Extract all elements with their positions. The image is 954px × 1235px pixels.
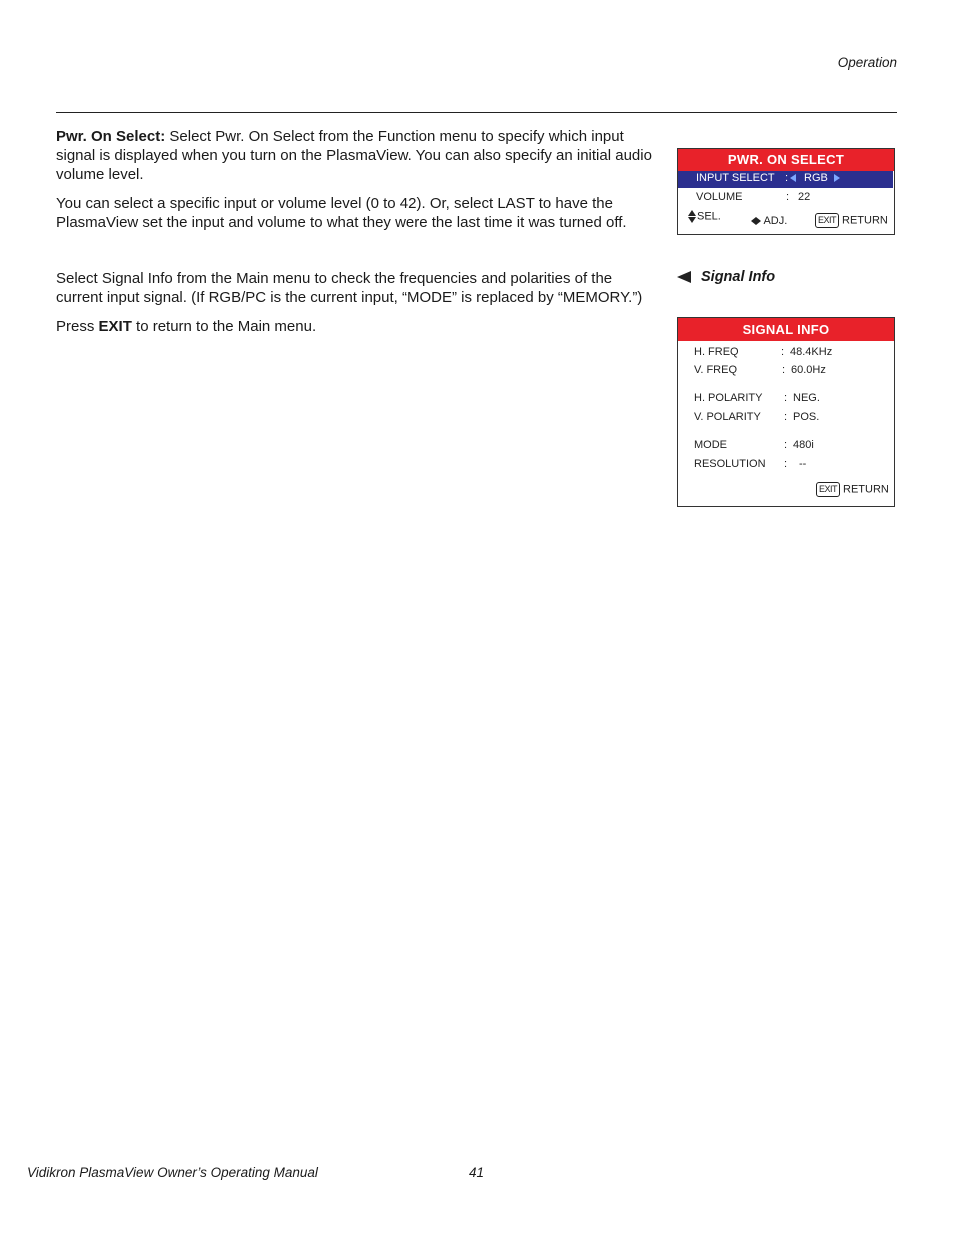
resolution-sep: : xyxy=(784,458,788,470)
h-freq-value: 48.4KHz xyxy=(790,346,833,358)
volume-sep: : xyxy=(786,191,790,203)
exit-key-text: EXIT xyxy=(98,318,132,335)
right-arrow-icon xyxy=(834,172,840,184)
input-select-sep: : xyxy=(785,172,789,184)
mode-sep: : xyxy=(784,439,788,451)
right-arrow-small-icon xyxy=(756,217,761,225)
sel-hint xyxy=(688,210,721,223)
pwr-on-select-text: Select Pwr. On Select from the Function menu to specify which input signal is displayed when you turn on the PlasmaView. You can also specify an initial audio volume level. xyxy=(56,128,652,183)
signal-info-paragraph: Select Signal Info from the Main menu to check the frequencies and polarities of the current input signal. (If RGB/PC is the current input, “MODE” is replaced by “MEMORY.”) xyxy=(56,270,643,306)
footer-page-number: 41 xyxy=(469,1165,485,1180)
h-polarity-sep: : xyxy=(784,392,788,404)
exit-instruction-post: to return to the Main menu. xyxy=(131,318,317,335)
exit-instruction-pre: Press xyxy=(56,318,99,335)
volume-label: VOLUME xyxy=(696,191,743,203)
volume-paragraph: You can select a specific input or volume level (0 to 42). Or, select LAST to have the PlasmaView set the input and volume to what they were the last time it was turned off. xyxy=(56,195,627,231)
exit-key-icon: EXIT xyxy=(816,482,840,497)
exit-key-icon: EXIT xyxy=(815,213,839,228)
resolution-label: RESOLUTION xyxy=(694,458,766,470)
resolution-value: -- xyxy=(799,458,807,470)
mode-label: MODE xyxy=(694,439,727,451)
signal-info-side-heading xyxy=(677,269,775,285)
adj-hint xyxy=(751,215,787,227)
side-heading-label: Signal Info xyxy=(701,269,776,285)
pointer-arrow-icon xyxy=(677,271,691,283)
left-arrow-icon xyxy=(790,172,796,184)
footer-manual-title: Vidikron PlasmaView Owner’s Operating Manual xyxy=(27,1165,318,1180)
return-hint xyxy=(816,482,889,497)
pwr-menu-title: PWR. ON SELECT xyxy=(678,149,894,171)
h-freq-label: H. FREQ xyxy=(694,346,739,358)
up-down-arrow-icon xyxy=(688,210,696,223)
signal-menu-title: SIGNAL INFO xyxy=(678,318,894,341)
return-label: RETURN xyxy=(842,214,888,227)
adj-label: ADJ. xyxy=(763,215,788,227)
v-freq-value: 60.0Hz xyxy=(791,364,826,376)
pwr-on-select-paragraph xyxy=(56,127,656,184)
pwr-on-select-menu xyxy=(677,148,895,235)
v-freq-sep: : xyxy=(782,364,786,376)
pwr-on-select-lead: Pwr. On Select: xyxy=(56,128,166,145)
h-polarity-value: NEG. xyxy=(793,392,820,404)
h-freq-sep: : xyxy=(781,346,785,358)
return-hint xyxy=(815,213,888,228)
input-select-label: INPUT SELECT xyxy=(696,172,775,184)
mode-value: 480i xyxy=(793,439,814,451)
header-section-title: Operation xyxy=(837,55,897,70)
return-label: RETURN xyxy=(843,483,889,496)
input-select-value: RGB xyxy=(804,172,828,184)
header-rule xyxy=(56,112,897,113)
volume-value: 22 xyxy=(798,191,811,203)
sel-label: SEL. xyxy=(697,210,721,223)
v-polarity-value: POS. xyxy=(793,411,820,423)
v-polarity-label: V. POLARITY xyxy=(694,411,761,423)
v-polarity-sep: : xyxy=(784,411,788,423)
input-select-row[interactable] xyxy=(678,171,893,188)
h-polarity-label: H. POLARITY xyxy=(694,392,763,404)
v-freq-label: V. FREQ xyxy=(694,364,737,376)
exit-instruction xyxy=(56,317,656,336)
signal-info-menu xyxy=(677,317,895,507)
